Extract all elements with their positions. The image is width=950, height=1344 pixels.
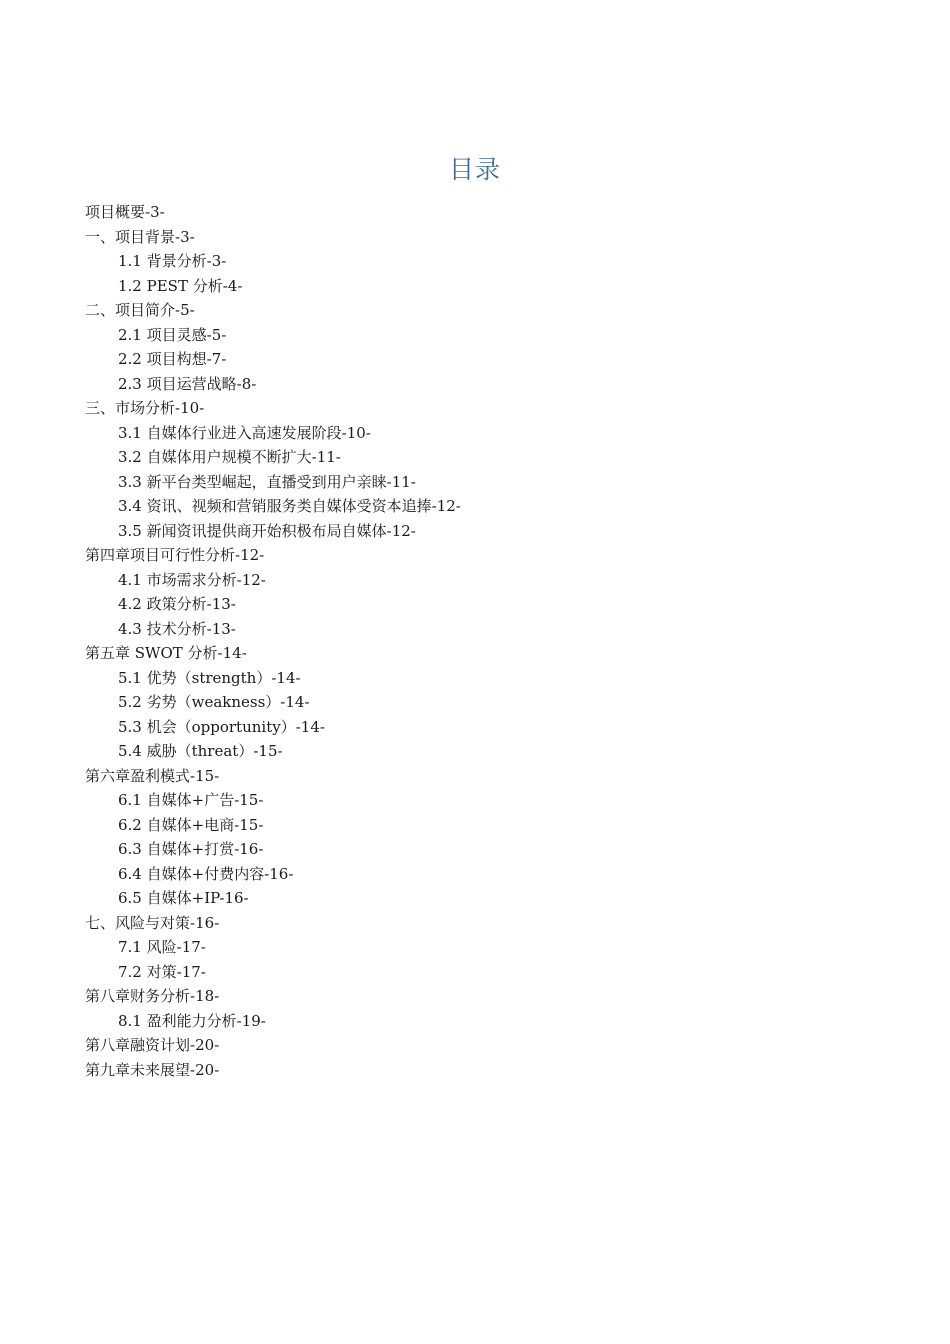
toc-entry-label: 8.1 盈利能力分析-19- xyxy=(118,1011,266,1030)
toc-section-entry[interactable] xyxy=(85,323,905,348)
toc-section-entry[interactable] xyxy=(85,617,905,642)
toc-chapter-entry[interactable] xyxy=(85,298,905,323)
toc-entry-label: 2.3 项目运营战略-8- xyxy=(118,374,257,393)
toc-entry-label: 1.1 背景分析-3- xyxy=(118,252,227,270)
toc-entry-label: 3.1 自媒体行业进入高速发展阶段-10- xyxy=(118,423,371,442)
toc-chapter-entry[interactable] xyxy=(85,396,905,421)
toc-entry-label: 2.1 项目灵感-5- xyxy=(118,325,227,344)
toc-section-entry[interactable] xyxy=(85,494,905,519)
toc-entry-label: 4.3 技术分析-13- xyxy=(118,619,236,638)
toc-entry-label: 4.1 市场需求分析-12- xyxy=(118,570,266,589)
toc-entry-label: 第五章 SWOT 分析-14- xyxy=(85,644,247,662)
toc-chapter-entry[interactable] xyxy=(85,200,905,225)
toc-entry-label: 6.2 自媒体+电商-15- xyxy=(118,815,264,834)
toc-entry-label: 第四章项目可行性分析-12- xyxy=(85,546,265,564)
toc-section-entry[interactable] xyxy=(85,935,905,960)
toc-entry-label: 七、风险与对策-16- xyxy=(85,913,220,932)
toc-entry-label: 第九章未来展望-20- xyxy=(85,1060,220,1079)
toc-entry-label: 5.2 劣势（weakness）-14- xyxy=(118,693,310,711)
toc-section-entry[interactable] xyxy=(85,347,905,372)
toc-section-entry[interactable] xyxy=(85,445,905,470)
toc-entry-label: 7.2 对策-17- xyxy=(118,962,206,981)
toc-section-entry[interactable] xyxy=(85,592,905,617)
toc-section-entry[interactable] xyxy=(85,1009,905,1034)
toc-entry-label: 二、项目简介-5- xyxy=(85,301,195,319)
toc-chapter-entry[interactable] xyxy=(85,543,905,568)
toc-entry-label: 1.2 PEST 分析-4- xyxy=(118,276,243,295)
toc-entry-label: 3.2 自媒体用户规模不断扩大-11- xyxy=(118,448,341,466)
toc-section-entry[interactable] xyxy=(85,666,905,691)
toc-entry-label: 第八章财务分析-18- xyxy=(85,987,220,1005)
toc-entry-label: 6.5 自媒体+IP-16- xyxy=(118,889,249,907)
toc-section-entry[interactable] xyxy=(85,739,905,764)
toc-entry-label: 3.5 新闻资讯提供商开始积极布局自媒体-12- xyxy=(118,521,416,540)
toc-chapter-entry[interactable] xyxy=(85,1058,905,1083)
toc-section-entry[interactable] xyxy=(85,690,905,715)
toc-entry-label: 第六章盈利模式-15- xyxy=(85,766,220,785)
toc-title: 目录 xyxy=(448,155,501,184)
toc-entry-label: 6.1 自媒体+广告-15- xyxy=(118,791,264,809)
toc-section-entry[interactable] xyxy=(85,862,905,887)
toc-section-entry[interactable] xyxy=(85,421,905,446)
toc-section-entry[interactable] xyxy=(85,788,905,813)
toc-entry-label: 2.2 项目构想-7- xyxy=(118,350,227,368)
toc-chapter-entry[interactable] xyxy=(85,984,905,1009)
toc-section-entry[interactable] xyxy=(85,813,905,838)
toc-entry-label: 7.1 风险-17- xyxy=(118,938,206,956)
toc-entry-label: 6.4 自媒体+付费内容-16- xyxy=(118,864,294,883)
toc-section-entry[interactable] xyxy=(85,470,905,495)
toc-section-entry[interactable] xyxy=(85,837,905,862)
toc-section-entry[interactable] xyxy=(85,274,905,299)
toc-chapter-entry[interactable] xyxy=(85,1033,905,1058)
toc-entry-label: 5.4 威胁（threat）-15- xyxy=(118,742,283,760)
toc-entry-label: 5.1 优势（strength）-14- xyxy=(118,668,301,687)
toc-section-entry[interactable] xyxy=(85,519,905,544)
toc-entry-label: 3.4 资讯、视频和营销服务类自媒体受资本追捧-12- xyxy=(118,497,461,515)
toc-chapter-entry[interactable] xyxy=(85,764,905,789)
toc-section-entry[interactable] xyxy=(85,372,905,397)
toc-section-entry[interactable] xyxy=(85,715,905,740)
toc-section-entry[interactable] xyxy=(85,568,905,593)
toc-entry-label: 三、市场分析-10- xyxy=(85,399,205,417)
toc-section-entry[interactable] xyxy=(85,960,905,985)
toc-entry-label: 一、项目背景-3- xyxy=(85,227,195,246)
toc-chapter-entry[interactable] xyxy=(85,911,905,936)
toc-section-entry[interactable] xyxy=(85,886,905,911)
table-of-contents xyxy=(85,200,905,1082)
toc-entry-label: 项目概要-3- xyxy=(85,203,165,221)
toc-entry-label: 4.2 政策分析-13- xyxy=(118,595,236,613)
toc-section-entry[interactable] xyxy=(85,249,905,274)
toc-chapter-entry[interactable] xyxy=(85,641,905,666)
toc-entry-label: 5.3 机会（opportunity）-14- xyxy=(118,717,325,736)
toc-entry-label: 6.3 自媒体+打赏-16- xyxy=(118,840,264,858)
toc-entry-label: 3.3 新平台类型崛起，直播受到用户亲睐-11- xyxy=(118,472,416,491)
toc-chapter-entry[interactable] xyxy=(85,225,905,250)
toc-entry-label: 第八章融资计划-20- xyxy=(85,1036,220,1054)
